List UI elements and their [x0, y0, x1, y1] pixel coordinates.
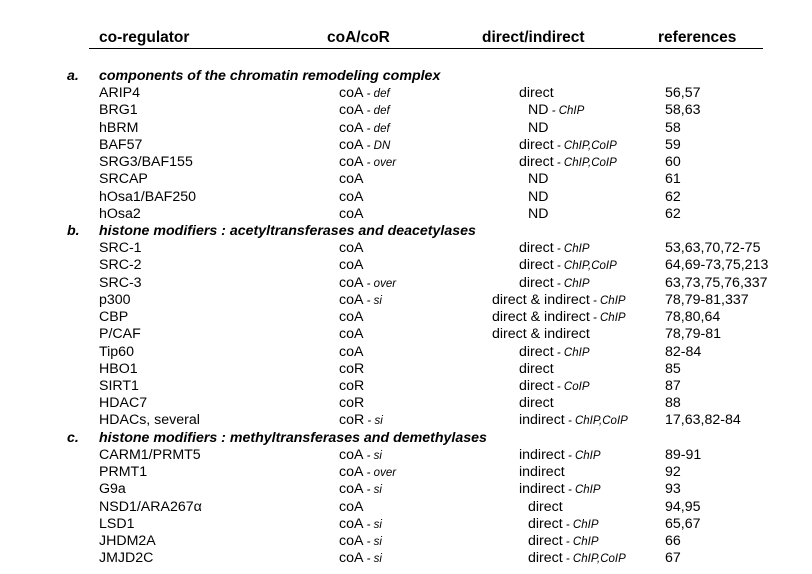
coa-cor-cell — [339, 464, 396, 482]
co-regulator-name: NSD1/ARA267α — [99, 498, 202, 515]
section-letter: a. — [67, 68, 79, 84]
direct-indirect-value: direct — [519, 240, 554, 257]
table-row — [0, 120, 812, 137]
coa-cor-cell — [339, 395, 364, 413]
co-regulator-name: Tip60 — [99, 343, 134, 360]
references-cell: 58,63 — [665, 102, 701, 119]
coa-cor-value: coA — [339, 102, 364, 119]
co-regulator-name: hOsa2 — [99, 205, 141, 222]
references-cell: 78,80,64 — [665, 309, 721, 326]
table-row — [0, 171, 812, 188]
coa-cor-cell — [339, 120, 390, 138]
table-row — [0, 240, 812, 257]
direct-indirect-cell — [492, 292, 626, 310]
table-row — [0, 344, 812, 361]
references-cell: 61 — [665, 171, 681, 188]
references-cell: 58 — [665, 119, 681, 136]
method-note: - CoIP — [553, 380, 590, 393]
references-cell: 17,63,82-84 — [665, 412, 741, 429]
coa-cor-cell — [339, 275, 396, 293]
coa-cor-value: coA — [339, 188, 364, 205]
coa-cor-cell — [339, 344, 363, 362]
coa-cor-cell — [339, 361, 364, 379]
direct-indirect-value: indirect — [519, 481, 565, 498]
method-note: - ChIP — [553, 346, 590, 359]
direct-indirect-value: direct — [519, 154, 554, 171]
table-row — [0, 533, 812, 550]
direct-indirect-cell — [519, 361, 554, 379]
co-regulator-name: JMJD2C — [99, 550, 154, 567]
co-regulator-name: HBO1 — [99, 360, 138, 377]
co-regulator-name: p300 — [99, 291, 131, 308]
direct-indirect-value: ND — [528, 119, 549, 136]
coa-cor-value: coA — [339, 464, 364, 481]
coa-cor-cell — [339, 412, 383, 430]
table-row — [0, 550, 812, 567]
coa-cor-cell — [339, 189, 363, 207]
references-cell: 78,79-81,337 — [665, 291, 749, 308]
direct-indirect-value: direct — [519, 85, 554, 102]
co-regulator-name: PRMT1 — [99, 464, 148, 481]
references-cell: 53,63,70,72-75 — [665, 240, 761, 257]
coa-cor-note: - si — [363, 484, 382, 497]
table-row — [0, 309, 812, 326]
direct-indirect-cell — [492, 326, 590, 344]
direct-indirect-value: direct — [519, 274, 554, 291]
direct-indirect-value: direct & indirect — [492, 326, 590, 343]
coa-cor-value: coA — [339, 498, 364, 515]
co-regulator-name: SIRT1 — [99, 377, 139, 394]
references-cell: 60 — [665, 154, 681, 171]
references-cell: 63,73,75,76,337 — [665, 274, 768, 291]
section-heading — [0, 430, 812, 447]
coa-cor-note: - DN — [363, 139, 391, 152]
section-letter: b. — [67, 222, 80, 239]
coa-cor-cell — [339, 326, 363, 344]
coa-cor-cell — [339, 171, 363, 189]
coa-cor-cell — [339, 516, 382, 534]
direct-indirect-cell — [519, 137, 617, 155]
coa-cor-value: coA — [339, 85, 364, 102]
header-rule — [89, 48, 763, 49]
method-note: - ChIP,CoIP — [562, 553, 626, 566]
direct-indirect-value: direct — [528, 532, 563, 549]
references-cell: 87 — [665, 377, 681, 394]
references-cell: 66 — [665, 532, 681, 549]
co-regulator-name: SRC-3 — [99, 274, 142, 291]
coa-cor-cell — [339, 85, 390, 103]
table-row — [0, 206, 812, 223]
table-row — [0, 378, 812, 395]
method-note: - ChIP,CoIP — [553, 260, 617, 273]
coa-cor-note: - si — [363, 553, 382, 566]
references-cell: 78,79-81 — [665, 326, 722, 343]
table-row — [0, 395, 812, 412]
references-cell: 62 — [665, 205, 681, 222]
direct-indirect-cell — [528, 189, 549, 207]
table-row — [0, 481, 812, 498]
table-row — [0, 326, 812, 343]
references-cell: 64,69-73,75,213 — [665, 257, 769, 274]
coa-cor-value: coA — [339, 257, 364, 274]
section-title: histone modifiers : methyltransferases and demethylases — [99, 429, 487, 446]
direct-indirect-value: ND — [528, 102, 549, 119]
references-cell: 92 — [665, 464, 681, 481]
direct-indirect-value: direct — [519, 395, 554, 412]
method-note: - ChIP — [589, 294, 626, 307]
coa-cor-note: - si — [363, 518, 382, 531]
direct-indirect-cell — [519, 412, 628, 430]
references-cell: 85 — [665, 360, 681, 377]
coa-cor-value: coA — [339, 119, 364, 136]
header-co-regulator: co-regulator — [99, 29, 190, 46]
coa-cor-value: coA — [339, 240, 364, 257]
table-row — [0, 85, 812, 102]
method-note: - ChIP,CoIP — [553, 139, 617, 152]
direct-indirect-cell — [528, 533, 599, 551]
co-regulator-name: BRG1 — [99, 102, 138, 119]
table-row — [0, 447, 812, 464]
direct-indirect-value: direct — [528, 550, 563, 567]
table-row — [0, 412, 812, 429]
coa-cor-cell — [339, 378, 364, 396]
co-regulator-name: ARIP4 — [99, 85, 141, 102]
coa-cor-value: coR — [339, 377, 365, 394]
references-cell: 82-84 — [665, 343, 702, 360]
coa-cor-value: coA — [339, 291, 364, 308]
coa-cor-note: - def — [363, 88, 390, 101]
direct-indirect-cell — [519, 240, 590, 258]
coa-cor-note: - si — [363, 535, 382, 548]
direct-indirect-cell — [519, 464, 565, 482]
coa-cor-note: - over — [363, 277, 397, 290]
table-row — [0, 292, 812, 309]
coa-cor-cell — [339, 499, 363, 517]
direct-indirect-cell — [492, 309, 626, 327]
method-note: - ChIP,CoIP — [564, 415, 628, 428]
table-row — [0, 499, 812, 516]
co-regulator-name: HDACs, several — [99, 412, 200, 429]
coa-cor-note: - def — [363, 122, 390, 135]
table-row — [0, 189, 812, 206]
header-direct-indirect: direct/indirect — [482, 29, 585, 46]
section-heading — [0, 68, 812, 85]
table-row — [0, 361, 812, 378]
co-regulator-name: JHDM2A — [99, 532, 156, 549]
table-row — [0, 257, 812, 274]
direct-indirect-value: direct — [528, 515, 563, 532]
method-note: - ChIP,CoIP — [553, 157, 617, 170]
coa-cor-value: coA — [339, 550, 364, 567]
direct-indirect-value: direct & indirect — [492, 309, 590, 326]
coa-cor-cell — [339, 550, 382, 568]
coa-cor-value: coA — [339, 274, 364, 291]
table-row — [0, 137, 812, 154]
table-row — [0, 102, 812, 119]
coa-cor-note: - si — [363, 294, 382, 307]
co-regulator-name: SRC-1 — [99, 240, 142, 257]
coa-cor-cell — [339, 102, 390, 120]
co-regulator-name: SRCAP — [99, 171, 148, 188]
co-regulator-name: HDAC7 — [99, 395, 148, 412]
direct-indirect-cell — [528, 120, 549, 138]
table-row — [0, 275, 812, 292]
coa-cor-value: coA — [339, 326, 364, 343]
direct-indirect-value: indirect — [519, 412, 565, 429]
direct-indirect-cell — [519, 395, 554, 413]
method-note: - ChIP — [553, 277, 590, 290]
co-regulator-name: BAF57 — [99, 136, 143, 153]
direct-indirect-cell — [519, 481, 601, 499]
coa-cor-note: - over — [363, 157, 397, 170]
coa-cor-cell — [339, 154, 396, 172]
co-regulator-name: LSD1 — [99, 515, 135, 532]
references-cell: 94,95 — [665, 498, 701, 515]
direct-indirect-cell — [528, 550, 626, 568]
table-row — [0, 516, 812, 533]
coa-cor-note: - si — [363, 449, 382, 462]
section-title: components of the chromatin remodeling complex — [99, 68, 441, 84]
method-note: - ChIP — [589, 312, 626, 325]
references-cell: 62 — [665, 188, 681, 205]
direct-indirect-value: direct — [519, 377, 554, 394]
co-regulator-name: G9a — [99, 481, 126, 498]
direct-indirect-value: ND — [528, 171, 549, 188]
coa-cor-cell — [339, 137, 390, 155]
direct-indirect-cell — [528, 499, 563, 517]
co-regulator-name: P/CAF — [99, 326, 141, 343]
references-cell: 67 — [665, 550, 681, 567]
direct-indirect-cell — [519, 447, 601, 465]
direct-indirect-value: direct — [519, 360, 554, 377]
coa-cor-value: coA — [339, 446, 364, 463]
direct-indirect-cell — [528, 516, 599, 534]
coa-cor-cell — [339, 292, 382, 310]
direct-indirect-value: direct — [519, 257, 554, 274]
direct-indirect-value: direct & indirect — [492, 291, 590, 308]
direct-indirect-cell — [519, 154, 617, 172]
table-row — [0, 464, 812, 481]
coa-cor-value: coA — [339, 154, 364, 171]
direct-indirect-value: direct — [519, 343, 554, 360]
direct-indirect-cell — [519, 378, 590, 396]
coa-cor-cell — [339, 206, 363, 224]
coa-cor-note: - si — [364, 415, 383, 428]
coa-cor-value: coA — [339, 515, 364, 532]
coa-cor-value: coR — [339, 412, 365, 429]
coa-cor-cell — [339, 240, 363, 258]
references-cell: 93 — [665, 481, 681, 498]
coa-cor-value: coA — [339, 481, 364, 498]
method-note: - ChIP — [564, 484, 601, 497]
method-note: - ChIP — [548, 105, 585, 118]
method-note: - ChIP — [564, 449, 601, 462]
coa-cor-cell — [339, 533, 382, 551]
co-regulator-name: CBP — [99, 309, 129, 326]
direct-indirect-value: ND — [528, 188, 549, 205]
references-cell: 56,57 — [665, 85, 701, 102]
coa-cor-cell — [339, 481, 382, 499]
direct-indirect-cell — [528, 171, 549, 189]
coa-cor-value: coA — [339, 171, 364, 188]
co-regulator-name: SRC-2 — [99, 257, 142, 274]
direct-indirect-cell — [519, 275, 590, 293]
method-note: - ChIP — [553, 243, 590, 256]
direct-indirect-cell — [528, 206, 549, 224]
direct-indirect-value: direct — [528, 498, 563, 515]
section-letter: c. — [67, 429, 79, 446]
direct-indirect-value: ND — [528, 205, 549, 222]
coa-cor-value: coA — [339, 343, 364, 360]
coa-cor-value: coA — [339, 136, 364, 153]
co-regulator-name: CARM1/PRMT5 — [99, 446, 201, 463]
direct-indirect-cell — [519, 344, 590, 362]
coa-cor-cell — [339, 447, 382, 465]
table-row — [0, 154, 812, 171]
coa-cor-value: coA — [339, 205, 364, 222]
coa-cor-cell — [339, 257, 363, 275]
references-cell: 88 — [665, 395, 681, 412]
coa-cor-cell — [339, 309, 363, 327]
direct-indirect-cell — [528, 102, 584, 120]
direct-indirect-cell — [519, 257, 617, 275]
coa-cor-value: coR — [339, 360, 365, 377]
header-coa-cor: coA/coR — [327, 29, 390, 46]
references-cell: 89-91 — [665, 446, 702, 463]
co-regulator-name: SRG3/BAF155 — [99, 154, 193, 171]
references-cell: 65,67 — [665, 515, 701, 532]
coa-cor-value: coA — [339, 532, 364, 549]
coa-cor-note: - def — [363, 105, 390, 118]
direct-indirect-value: indirect — [519, 446, 565, 463]
references-cell: 59 — [665, 136, 681, 153]
co-regulator-name: hOsa1/BAF250 — [99, 188, 197, 205]
section-title: histone modifiers : acetyltransferases and deacetylases — [99, 222, 476, 239]
direct-indirect-value: indirect — [519, 464, 565, 481]
coa-cor-value: coA — [339, 309, 364, 326]
coa-cor-value: coR — [339, 395, 365, 412]
direct-indirect-value: direct — [519, 136, 554, 153]
coa-cor-note: - over — [363, 467, 397, 480]
method-note: - ChIP — [562, 535, 599, 548]
direct-indirect-cell — [519, 85, 554, 103]
co-regulator-name: hBRM — [99, 119, 139, 136]
method-note: - ChIP — [562, 518, 599, 531]
header-references: references — [658, 29, 737, 46]
section-heading — [0, 223, 812, 240]
